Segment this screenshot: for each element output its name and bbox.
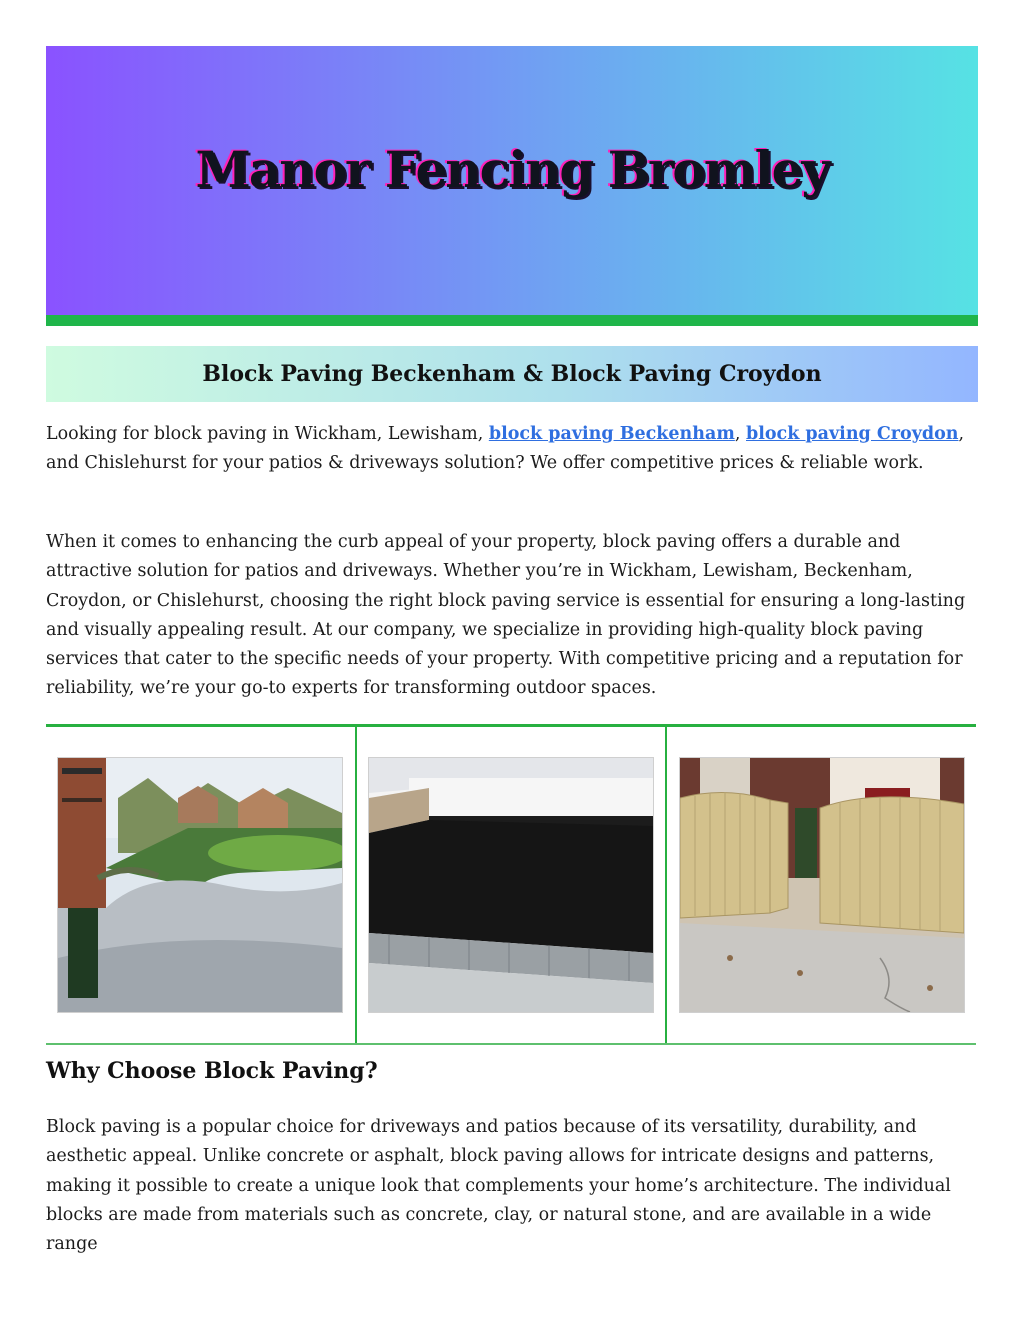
intro-text-start: Looking for block paving in Wickham, Lewisham,	[46, 424, 489, 444]
intro-separator: ,	[734, 424, 746, 444]
link-block-paving-beckenham[interactable]: block paving Beckenham	[488, 424, 735, 444]
section-heading: Why Choose Block Paving?	[46, 1058, 378, 1084]
banner-accent-bar	[46, 315, 978, 326]
header-banner	[46, 46, 978, 316]
gallery-cell	[46, 727, 355, 1043]
page-heading: Block Paving Beckenham & Block Paving Croydon	[202, 361, 822, 387]
site-title: Manor Fencing Bromley	[195, 139, 829, 199]
gallery-cell	[665, 727, 976, 1043]
gallery-cell	[355, 727, 666, 1043]
link-block-paving-croydon[interactable]: block paving Croydon	[746, 424, 959, 444]
subheading-band	[46, 346, 978, 402]
asphalt-driveway-photo	[368, 757, 654, 1013]
wooden-fence-gate-photo	[679, 757, 965, 1013]
intro-text-end: , and Chislehurst for your patios & driveways solution? We offer competitive prices & reliable work.	[46, 424, 965, 474]
body-paragraph: When it comes to enhancing the curb appeal of your property, block paving offers a durable and attractive solution for patios and driveways. Whether you’re in Wickham, Lewisham, Beckenham, Croydon, or Chislehurst, choosing the right block paving service is essential for ensuring a long-lasting and visually appealing result. At our company, we specialize in providing high-quality block paving services that cater to the specific needs of your property. With competitive pricing and a reputation for reliability, we’re your go-to experts for transforming outdoor spaces.	[46, 532, 966, 699]
section-paragraph: Block paving is a popular choice for driveways and patios because of its versatility, durability, and aesthetic appeal. Unlike concrete or asphalt, block paving allows for intricate designs and patterns, making it possible to create a unique look that complements your home’s architecture. The individual blocks are made from materials such as concrete, clay, or natural stone, and are available in a wide range	[46, 1117, 951, 1255]
paved-driveway-photo	[57, 757, 343, 1013]
intro-paragraph	[46, 420, 976, 479]
photo-gallery	[46, 724, 976, 1045]
